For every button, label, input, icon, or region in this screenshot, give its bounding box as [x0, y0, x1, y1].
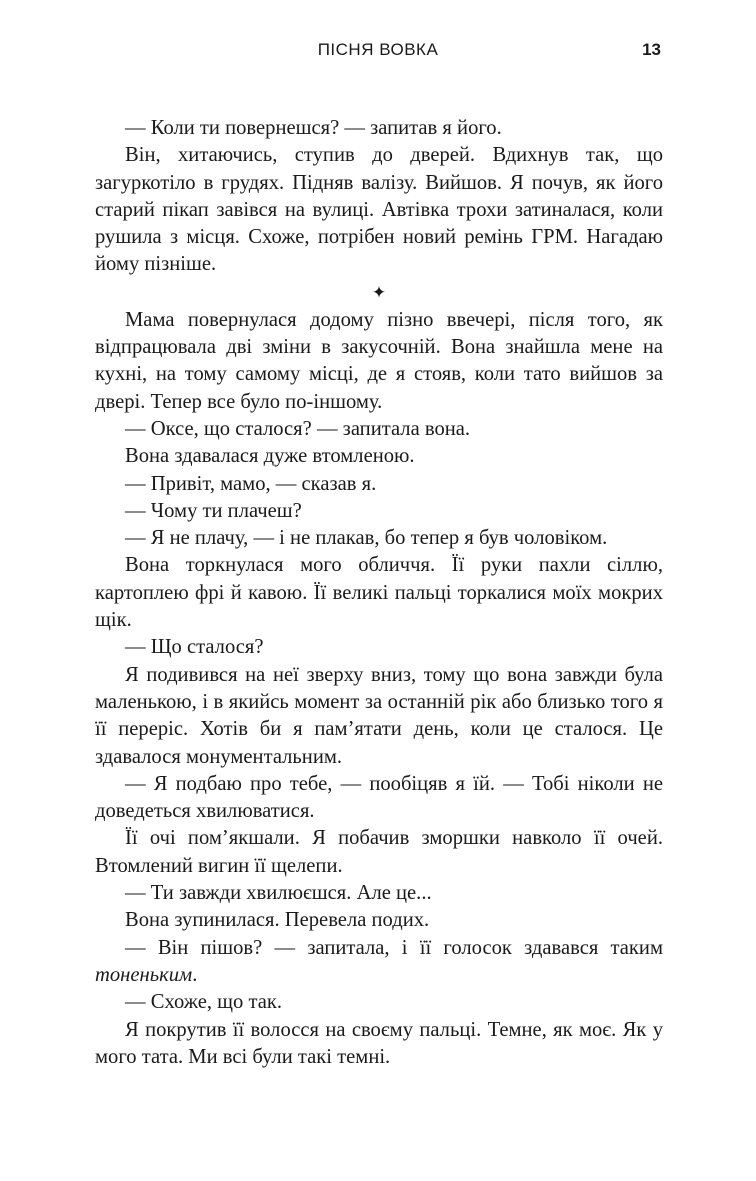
section-separator-icon: ✦ — [371, 282, 387, 303]
paragraph: — Привіт, мамо, — сказав я. — [125, 472, 377, 495]
paragraph: Вона торкнулася мого обличчя. Її руки пахли сіллю, картоплею фрі й кавою. Її великі пальці торкалися моїх мокрих щік. — [95, 554, 663, 632]
paragraph: — Я не плачу, — і не плакав, бо тепер я був чоловіком. — [125, 527, 608, 550]
paragraph-with-emphasis — [95, 935, 663, 990]
page-number: 13 — [642, 40, 661, 59]
emphasized-word: тоненьким — [95, 963, 193, 986]
paragraph: Я подивився на неї зверху вниз, тому що вона завжди була маленькою, і в якийсь момент за останній рік або близько того я її переріс. Хотів би я пам’ятати день, коли це сталося. Це здавалося монументальним. — [95, 663, 663, 768]
paragraph: — Ти завжди хвилюєшся. Але це... — [125, 882, 432, 905]
page-header — [0, 38, 756, 62]
paragraph: Її очі пом’якшали. Я побачив зморшки навколо її очей. Втомлений вигин її щелепи. — [95, 827, 663, 877]
body-text — [95, 115, 663, 1071]
paragraph: — Чому ти плачеш? — [125, 499, 302, 522]
paragraph: — Схоже, що так. — [125, 991, 283, 1014]
paragraph-text-end: . — [192, 963, 198, 986]
paragraph: Вона здавалася дуже втомленою. — [125, 445, 415, 468]
paragraph: Мама повернулася додому пізно ввечері, після того, як відпрацювала дві зміни в закусочній. Вона знайшла мене на кухні, на тому самому місці, де я стояв, коли тато вийшов за двері. Тепер все було по-іншому. — [95, 308, 663, 413]
paragraph: Він, хитаючись, ступив до дверей. Вдихнув так, що загуркотіло в грудях. Підняв валізу. Вийшов. Я почув, як його старий пікап завівся на вулиці. Автівка трохи затиналася, коли рушила з місця. Схоже, потрібен новий ремінь ГРМ. Нагадаю йому пізніше. — [95, 144, 663, 276]
paragraph: — Оксе, що сталося? — запитала вона. — [125, 417, 471, 440]
paragraph: Я покрутив її волосся на своєму пальці. Темне, як моє. Як у мого тата. Ми всі були такі темні. — [95, 1018, 663, 1068]
paragraph-text: — Він пішов? — запитала, і її голосок здавався таким — [125, 936, 663, 959]
running-title: ПІСНЯ ВОВКА — [317, 40, 439, 59]
paragraph: — Що сталося? — [125, 636, 264, 659]
paragraph: Вона зупинилася. Перевела подих. — [125, 909, 430, 932]
paragraph: — Коли ти повернешся? — запитав я його. — [125, 117, 502, 139]
paragraph: — Я подбаю про тебе, — пообіцяв я їй. — Тобі ніколи не доведеться хвилюватися. — [95, 772, 663, 823]
